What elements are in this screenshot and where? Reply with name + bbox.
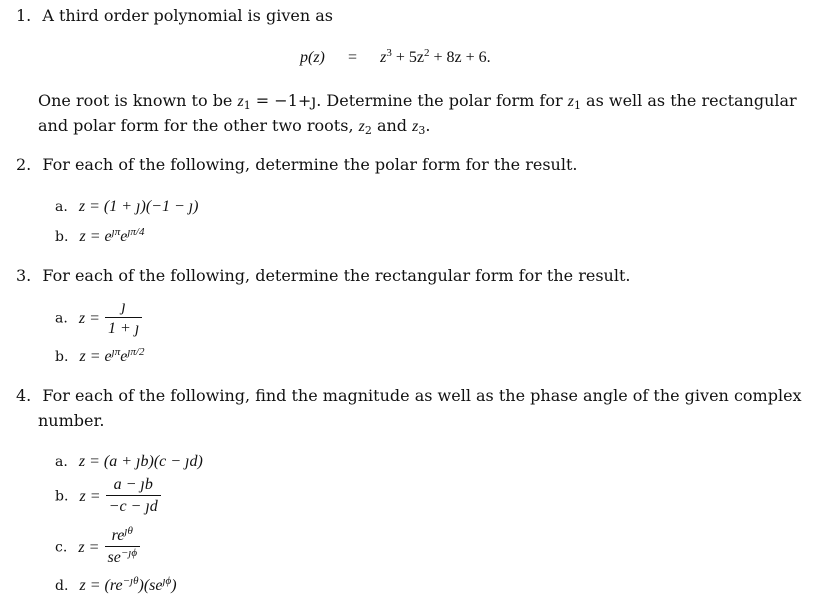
equation-term: + 5z [391,49,424,66]
fraction [105,298,142,338]
problem-4-part-d [55,575,177,595]
problem-4-part-a [55,451,203,471]
exponent: ȷπ/4 [127,226,145,238]
fraction-denominator: 1 + ȷ [105,317,142,338]
math-sub: 1 [243,99,251,112]
problem-2 [16,155,577,174]
problem-number: 1. [16,6,32,25]
part-label: b. [55,488,69,505]
problem-4-part-b [55,476,161,516]
part-expression: )(se [138,577,163,594]
part-expression: z = e [79,228,112,245]
problem-4-line-2 [38,411,104,430]
part-expression: z = [78,538,100,556]
denominator-base: se [107,549,121,566]
part-label: a. [55,310,68,327]
part-label: a. [55,454,68,470]
problem-4 [16,386,802,405]
problem-2-part-b [55,226,144,246]
polynomial-equation [300,47,491,67]
math-var: z [358,118,365,135]
part-label: d. [55,578,69,594]
part-label: b. [55,229,69,245]
exponent: ȷπ/2 [127,346,145,358]
fraction [106,476,161,516]
exponent: ȷθ [124,525,133,537]
math-var: z [237,93,244,110]
fraction-numerator: ȷ [121,298,126,315]
equation-lhs: p(z) [300,49,325,66]
problem-text: number. [38,411,105,430]
problem-1-line-1 [38,91,797,111]
problem-number: 4. [16,386,32,405]
part-expression: z = (1 + ȷ)(−1 − ȷ) [78,198,199,215]
part-expression: z = e [79,348,112,365]
exponent: −ȷϕ [120,547,138,559]
problem-number: 2. [16,155,32,174]
problem-text: For each of the following, determine the rectangular form for the result. [42,266,631,285]
exponent: ȷπ [111,226,121,238]
problem-3 [16,266,630,285]
text-span: One root is known to be [38,91,238,110]
problem-text: A third order polynomial is given as [42,6,333,25]
equation-term: + 8z + 6. [429,49,491,66]
math-var: z [567,93,574,110]
numerator-base: re [111,527,125,544]
math-sub: 2 [364,124,372,137]
problem-3-part-b [55,346,144,366]
fraction [105,527,141,567]
problem-text: For each of the following, determine the polar form for the result. [42,155,578,174]
part-label: c. [55,539,68,556]
equation-exponent: 2 [423,47,430,59]
part-expression: ) [171,577,177,594]
equation-term: z [380,49,387,66]
fraction-denominator [105,546,141,567]
text-span: and [371,116,413,135]
fraction-numerator [105,527,141,546]
problem-number: 3. [16,266,32,285]
problem-1-line-2 [38,116,430,136]
part-expression: z = (re [79,577,123,594]
problem-4-part-c [55,527,140,567]
problem-1 [16,6,333,25]
exponent: ȷϕ [162,575,172,587]
math-sub: 3 [418,124,426,137]
part-expression: e [120,228,128,245]
text-span: = −1+ȷ. Determine the polar form for [250,91,568,110]
text-span: and polar form for the other two roots, [38,116,359,135]
text-span: . [425,116,431,135]
problem-3-part-a [55,298,142,338]
math-var: z [412,118,419,135]
part-expression: z = [78,309,100,327]
text-span: as well as the rectangular [580,91,797,110]
part-label: a. [55,199,68,215]
exponent: ȷπ [111,346,121,358]
part-expression: e [120,348,128,365]
part-label: b. [55,349,69,365]
equation-equals: = [347,49,358,66]
problem-2-part-a [55,196,199,216]
fraction-denominator: −c − ȷd [106,495,161,516]
problem-text: For each of the following, find the magnitude as well as the phase angle of the given complex [42,386,802,405]
equation-exponent: 3 [386,47,392,59]
exponent: −ȷθ [122,575,139,587]
math-sub: 1 [573,99,581,112]
fraction-numerator: a − ȷb [113,476,153,493]
part-expression: z = [79,487,101,505]
part-expression: z = (a + ȷb)(c − ȷd) [78,453,203,470]
